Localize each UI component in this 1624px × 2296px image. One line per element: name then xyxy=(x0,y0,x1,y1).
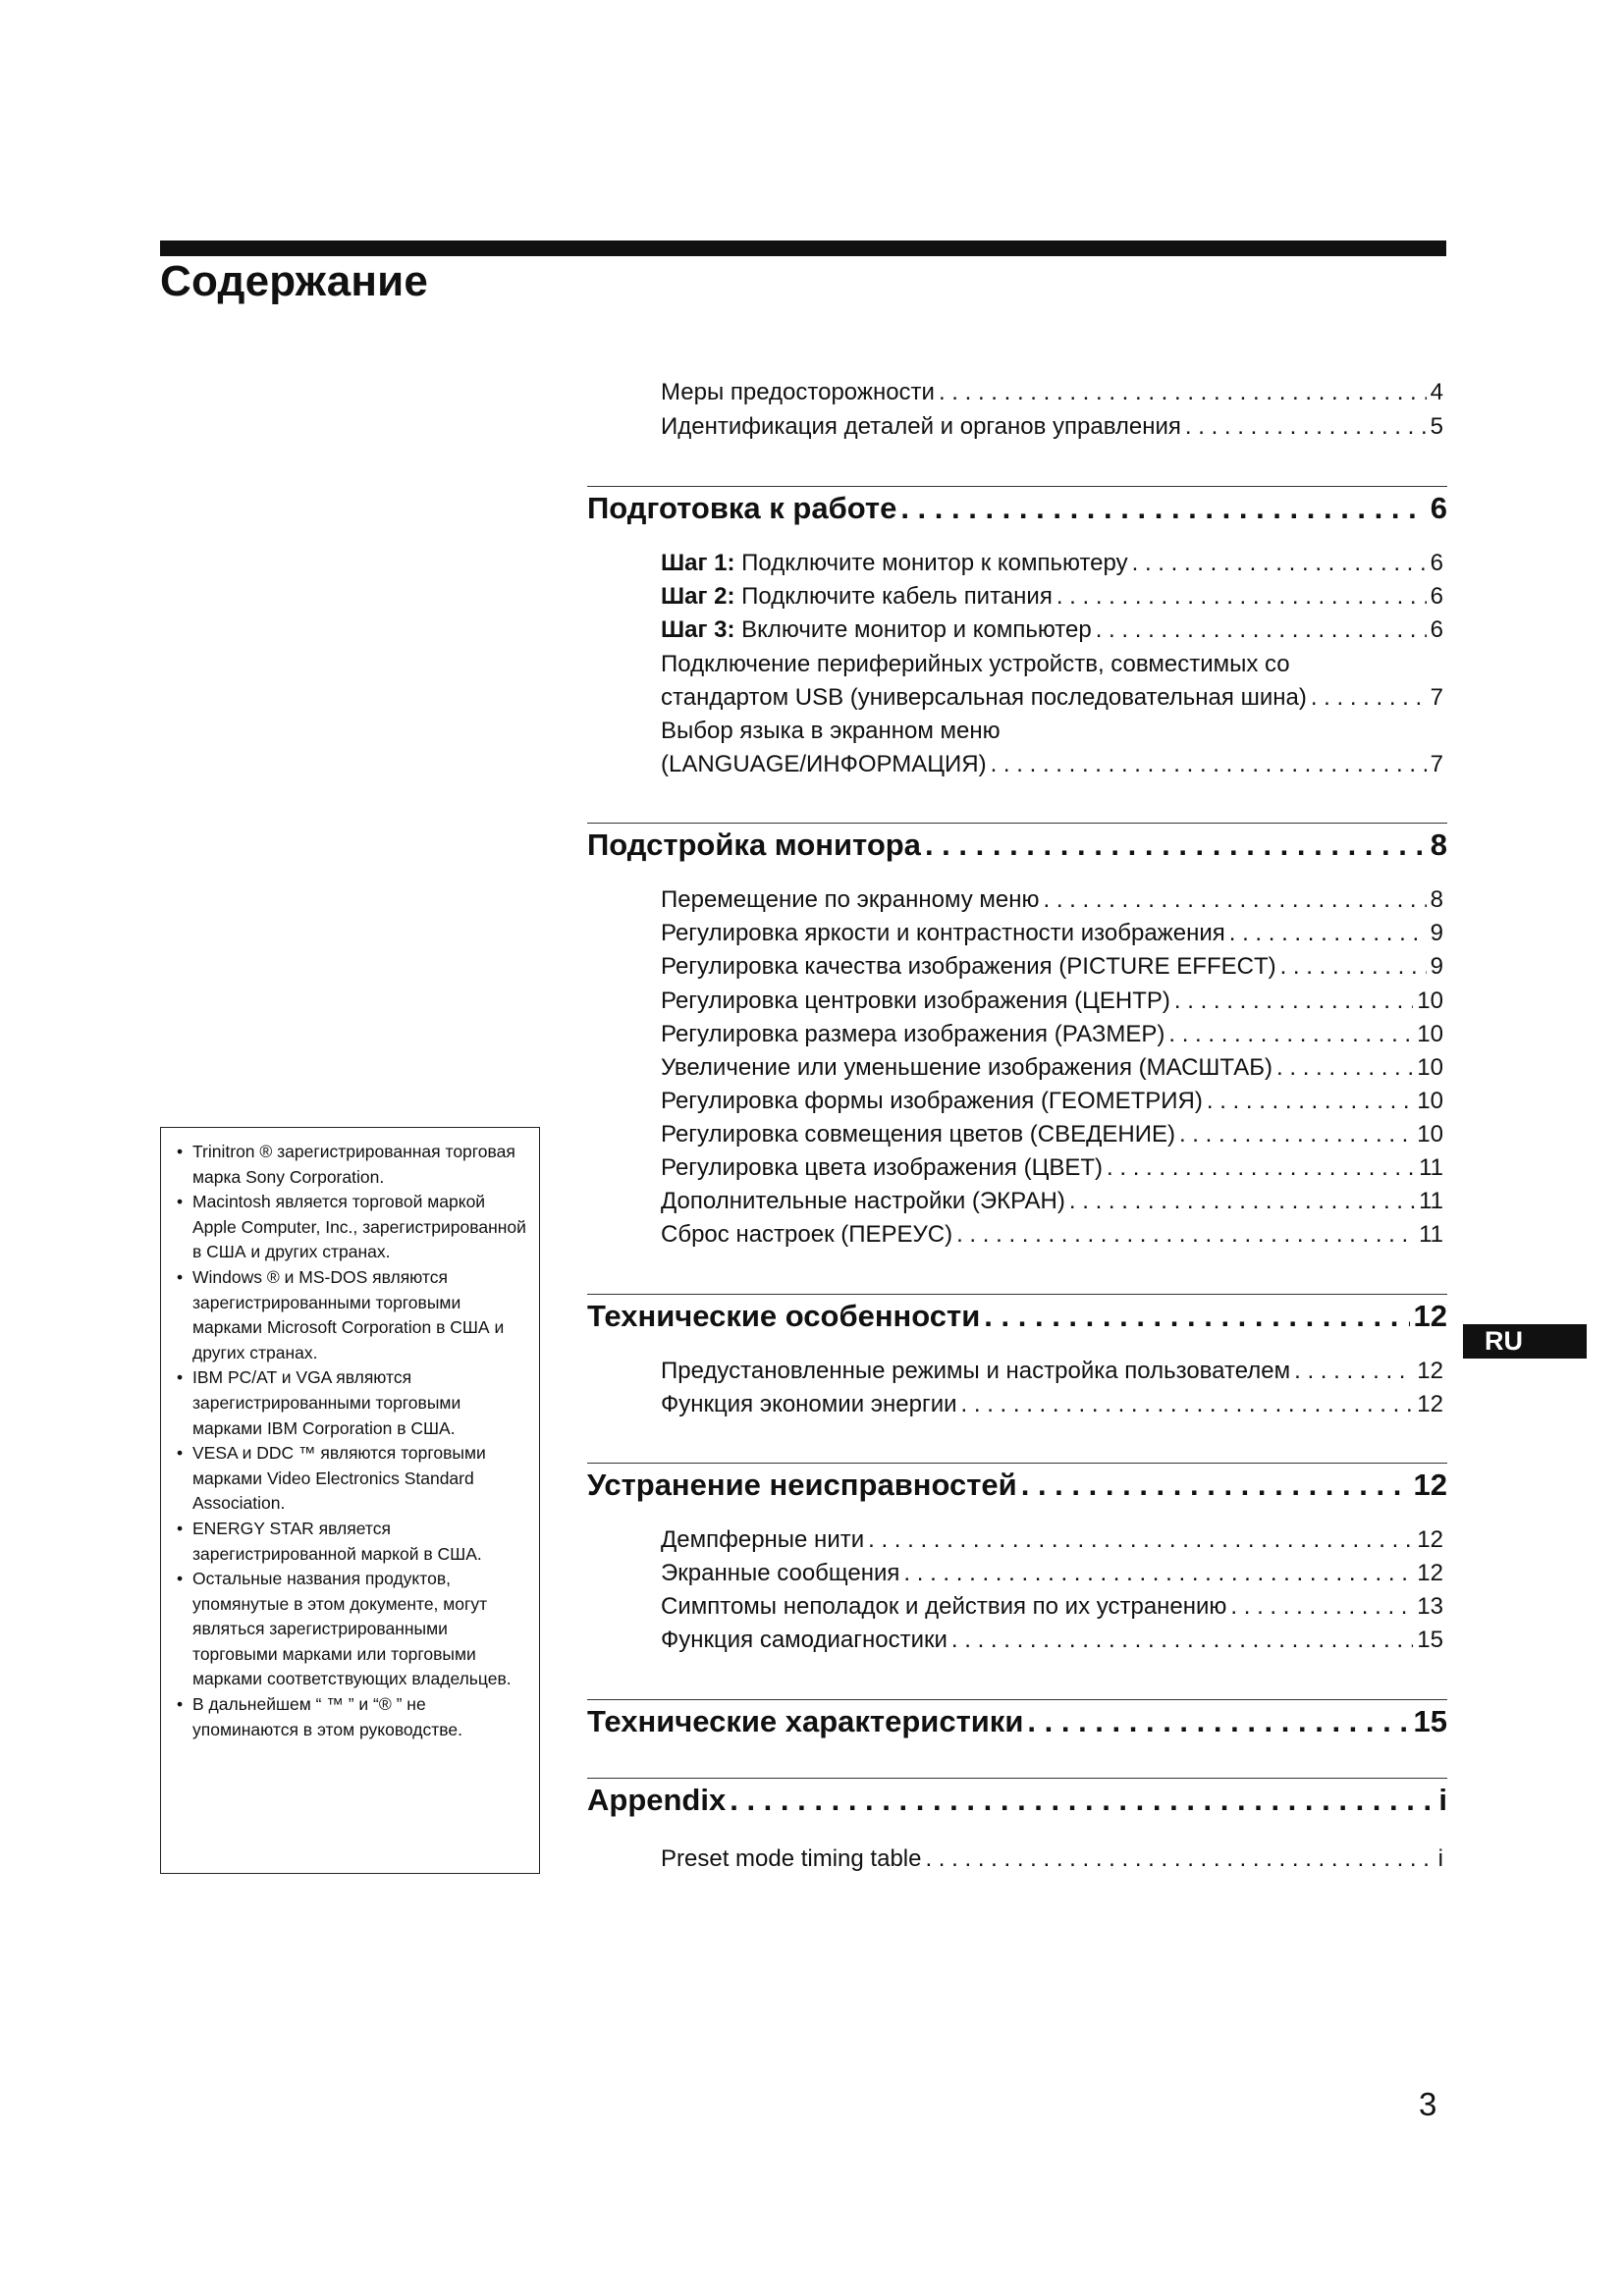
toc-entry-page: 12 xyxy=(1417,1560,1443,1586)
dot-leader xyxy=(1107,1154,1415,1182)
toc-entry[interactable] xyxy=(661,1054,1443,1088)
toc-entry-page: 12 xyxy=(1417,1358,1443,1384)
toc-entry-page: 9 xyxy=(1430,953,1443,980)
toc-entry-lang-line2[interactable] xyxy=(661,751,1443,784)
toc-section-appendix[interactable] xyxy=(587,1778,1447,1828)
toc-entry[interactable] xyxy=(661,953,1443,987)
toc-entry-title: Регулировка цвета изображения (ЦВЕТ) xyxy=(661,1154,1104,1181)
toc-entry-page: 9 xyxy=(1430,920,1443,946)
dot-leader xyxy=(1280,953,1427,981)
toc-entry-usb-line1[interactable] xyxy=(661,651,1443,684)
trademark-item: • ENERGY STAR является зарегистрированной маркой в США. xyxy=(173,1517,529,1567)
toc-entry-page: 13 xyxy=(1417,1593,1443,1620)
dot-leader xyxy=(868,1526,1413,1554)
toc-entry-step-1[interactable] xyxy=(661,550,1443,583)
toc-entry-page: 10 xyxy=(1417,1121,1443,1148)
toc-entry-title: Включите монитор и компьютер xyxy=(741,616,1092,643)
toc-entry-title: Экранные сообщения xyxy=(661,1560,900,1586)
toc-section-prep[interactable] xyxy=(587,486,1447,536)
dot-leader xyxy=(730,1783,1435,1818)
toc-entry[interactable] xyxy=(661,1391,1443,1424)
page-title: Содержание xyxy=(160,257,429,305)
dot-leader xyxy=(925,828,1427,863)
toc-entry-title: Предустановленные режимы и настройка пользователем xyxy=(661,1358,1291,1384)
toc-entry-page: 15 xyxy=(1417,1627,1443,1653)
toc-entry-title: Регулировка совмещения цветов (СВЕДЕНИЕ) xyxy=(661,1121,1175,1148)
language-tab: RU xyxy=(1463,1324,1587,1359)
toc-entry-title: Демпферные нити xyxy=(661,1526,865,1553)
toc-entry-title: Идентификация деталей и органов управления xyxy=(661,413,1181,440)
section-page: 12 xyxy=(1413,1468,1447,1502)
toc-entry-page: 6 xyxy=(1430,583,1443,610)
dot-leader xyxy=(991,751,1427,778)
toc-entry[interactable] xyxy=(661,988,1443,1021)
toc-entry-title: стандартом USB (универсальная последовательная шина) xyxy=(661,684,1307,711)
toc-entry-step-3[interactable] xyxy=(661,616,1443,650)
title-rule xyxy=(160,240,1446,256)
dot-leader xyxy=(1179,1121,1413,1148)
section-page: 12 xyxy=(1413,1299,1447,1333)
section-page: 15 xyxy=(1413,1704,1447,1738)
toc-section-troubleshooting[interactable] xyxy=(587,1463,1447,1513)
toc-entry-page: 8 xyxy=(1430,886,1443,913)
toc-entry-title: Подключите монитор к компьютеру xyxy=(741,550,1128,576)
trademark-item: • IBM PC/AT и VGA являются зарегистрированными торговыми марками IBM Corporation в США. xyxy=(173,1365,529,1441)
section-page: i xyxy=(1438,1783,1447,1817)
dot-leader xyxy=(1229,920,1427,947)
toc-entry[interactable] xyxy=(661,886,1443,920)
toc-entry-title: Дополнительные настройки (ЭКРАН) xyxy=(661,1188,1065,1214)
section-title: Подготовка к работе xyxy=(587,491,897,525)
toc-entry-title: Регулировка качества изображения (PICTURE EFFECT) xyxy=(661,953,1276,980)
section-title: Устранение неисправностей xyxy=(587,1468,1017,1502)
trademark-item: • Trinitron ® зарегистрированная торговая марка Sony Corporation. xyxy=(173,1140,529,1190)
toc-entry-page: 10 xyxy=(1417,1088,1443,1114)
toc-entry[interactable] xyxy=(661,1526,1443,1560)
toc-entry-page: 7 xyxy=(1430,751,1443,777)
dot-leader xyxy=(1096,616,1427,644)
toc-entry[interactable] xyxy=(661,920,1443,953)
dot-leader xyxy=(1174,988,1413,1015)
toc-entry[interactable] xyxy=(661,1358,1443,1391)
toc-entry-page: 11 xyxy=(1419,1221,1443,1248)
toc-entry-page: 7 xyxy=(1430,684,1443,711)
dot-leader xyxy=(1276,1054,1413,1082)
toc-section-specs[interactable] xyxy=(587,1699,1447,1749)
toc-entry-title: Перемещение по экранному меню xyxy=(661,886,1040,913)
trademark-item: • Остальные названия продуктов, упомянутые в этом документе, могут являться зарегистрированными торговыми марками или торговыми марками соответствующих владельцев. xyxy=(173,1567,529,1692)
dot-leader xyxy=(939,379,1427,406)
trademark-list xyxy=(173,1140,529,1742)
trademark-notice xyxy=(160,1127,540,1874)
section-page: 6 xyxy=(1430,491,1447,525)
dot-leader xyxy=(1207,1088,1413,1115)
page-number: 3 xyxy=(1419,2086,1437,2122)
dot-leader xyxy=(903,1560,1413,1587)
dot-leader xyxy=(925,1845,1434,1873)
dot-leader xyxy=(961,1391,1414,1418)
toc-entry[interactable] xyxy=(661,1088,1443,1121)
dot-leader xyxy=(900,491,1426,526)
step-label: Шаг 2: xyxy=(661,583,735,610)
toc-entry-step-2[interactable] xyxy=(661,583,1443,616)
dot-leader xyxy=(951,1627,1413,1654)
dot-leader xyxy=(984,1299,1409,1334)
toc-entry[interactable] xyxy=(661,413,1443,447)
toc-entry-title: Увеличение или уменьшение изображения (МАСШТАБ) xyxy=(661,1054,1273,1081)
toc-entry-page: i xyxy=(1437,1845,1443,1872)
section-page: 8 xyxy=(1430,828,1447,862)
dot-leader xyxy=(956,1221,1415,1249)
toc-entry[interactable] xyxy=(661,1154,1443,1188)
toc-entry-lang-line1[interactable] xyxy=(661,718,1443,751)
toc-section-adjust[interactable] xyxy=(587,823,1447,873)
toc-entry[interactable] xyxy=(661,1845,1443,1879)
section-title: Технические особенности xyxy=(587,1299,981,1333)
dot-leader xyxy=(1027,1704,1409,1739)
step-label: Шаг 1: xyxy=(661,550,735,576)
toc-entry-page: 12 xyxy=(1417,1391,1443,1417)
trademark-item: • В дальнейшем “ ™ ” и “® ” не упоминаются в этом руководстве. xyxy=(173,1692,529,1742)
dot-leader xyxy=(1168,1021,1413,1048)
section-title: Технические характеристики xyxy=(587,1704,1024,1738)
toc-entry-usb-line2[interactable] xyxy=(661,684,1443,718)
toc-entry-page: 6 xyxy=(1430,550,1443,576)
toc-entry-title: Preset mode timing table xyxy=(661,1845,922,1872)
section-title: Подстройка монитора xyxy=(587,828,921,862)
trademark-item: • Macintosh является торговой маркой Apple Computer, Inc., зарегистрированной в США и других странах. xyxy=(173,1190,529,1265)
toc-entry[interactable] xyxy=(661,1627,1443,1660)
toc-entry[interactable] xyxy=(661,1021,1443,1054)
trademark-item: • Windows ® и MS-DOS являются зарегистрированными торговыми марками Microsoft Corporation в США и других странах. xyxy=(173,1265,529,1365)
toc-entry-title: Подключение периферийных устройств, совместимых со xyxy=(661,651,1290,677)
dot-leader xyxy=(1069,1188,1415,1215)
toc-section-tech[interactable] xyxy=(587,1294,1447,1344)
toc-entry-page: 11 xyxy=(1419,1188,1443,1214)
dot-leader xyxy=(1132,550,1427,577)
toc-entry-page: 4 xyxy=(1430,379,1443,405)
toc-entry[interactable] xyxy=(661,379,1443,412)
toc-entry-title: Подключите кабель питания xyxy=(741,583,1053,610)
toc-entry-title: Регулировка центровки изображения (ЦЕНТР) xyxy=(661,988,1170,1014)
toc-entry[interactable] xyxy=(661,1121,1443,1154)
toc-entry[interactable] xyxy=(661,1188,1443,1221)
toc-entry-title: Функция экономии энергии xyxy=(661,1391,957,1417)
toc-entry-page: 6 xyxy=(1430,616,1443,643)
toc-entry-title: Регулировка размера изображения (РАЗМЕР) xyxy=(661,1021,1165,1047)
trademark-item: • VESA и DDC ™ являются торговыми марками Video Electronics Standard Association. xyxy=(173,1441,529,1517)
toc-entry-title: Функция самодиагностики xyxy=(661,1627,947,1653)
toc-entry-title: (LANGUAGE/ИНФОРМАЦИЯ) xyxy=(661,751,987,777)
toc-entry-title: Регулировка яркости и контрастности изображения xyxy=(661,920,1225,946)
toc-entry-page: 5 xyxy=(1430,413,1443,440)
toc-entry[interactable] xyxy=(661,1221,1443,1255)
toc-entry-title: Регулировка формы изображения (ГЕОМЕТРИЯ) xyxy=(661,1088,1203,1114)
dot-leader xyxy=(1056,583,1427,611)
toc-entry[interactable] xyxy=(661,1560,1443,1593)
dot-leader xyxy=(1311,684,1427,712)
toc-entry-title: Симптомы неполадок и действия по их устранению xyxy=(661,1593,1227,1620)
dot-leader xyxy=(1044,886,1427,914)
dot-leader xyxy=(1294,1358,1413,1385)
toc-entry-title: Выбор языка в экранном меню xyxy=(661,718,1001,744)
toc-entry-page: 10 xyxy=(1417,988,1443,1014)
toc-entry-title: Меры предосторожности xyxy=(661,379,935,405)
dot-leader xyxy=(1185,413,1427,441)
toc-entry-page: 10 xyxy=(1417,1021,1443,1047)
dot-leader xyxy=(1230,1593,1413,1621)
toc-entry-page: 12 xyxy=(1417,1526,1443,1553)
toc-entry-page: 10 xyxy=(1417,1054,1443,1081)
toc-entry-page: 11 xyxy=(1419,1154,1443,1181)
step-label: Шаг 3: xyxy=(661,616,735,643)
dot-leader xyxy=(1021,1468,1410,1503)
section-title: Appendix xyxy=(587,1783,727,1817)
toc-entry-title: Сброс настроек (ПЕРЕУС) xyxy=(661,1221,953,1248)
toc-entry[interactable] xyxy=(661,1593,1443,1627)
